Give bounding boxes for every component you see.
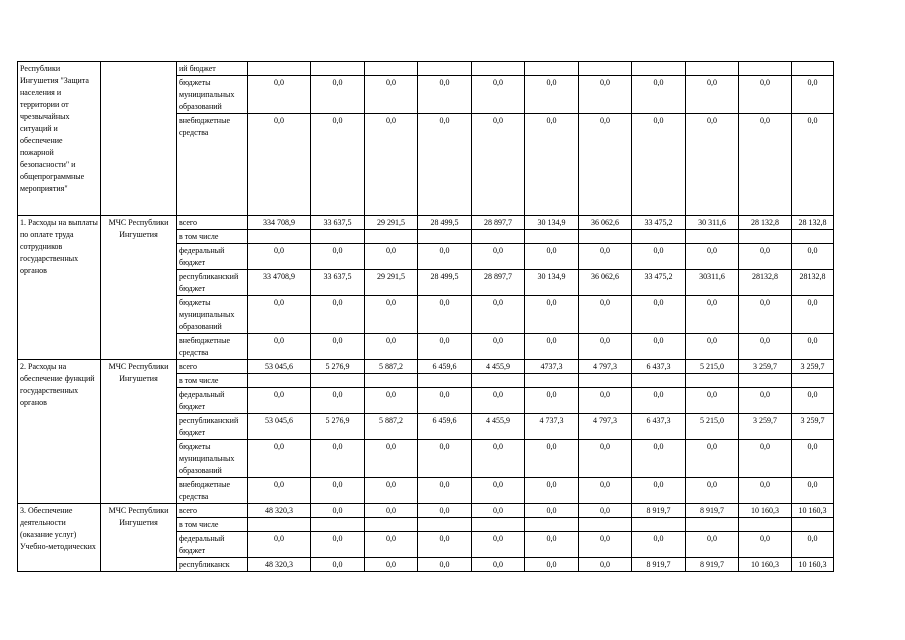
- amount-cell: 33 4708,9: [248, 270, 311, 296]
- amount-cell: 0,0: [686, 532, 739, 558]
- amount-cell: [632, 518, 686, 532]
- amount-cell: 8 919,7: [686, 558, 739, 572]
- amount-cell: 0,0: [579, 296, 632, 334]
- amount-cell: 0,0: [525, 334, 579, 360]
- amount-cell: 6 437,3: [632, 414, 686, 440]
- amount-cell: 0,0: [632, 76, 686, 114]
- amount-cell: 0,0: [632, 532, 686, 558]
- amount-cell: 4737,3: [525, 360, 579, 374]
- amount-cell: [739, 518, 792, 532]
- amount-cell: 0,0: [525, 76, 579, 114]
- amount-cell: 10 160,3: [739, 504, 792, 518]
- amount-cell: 0,0: [632, 334, 686, 360]
- funding-source: федеральный бюджет: [177, 388, 248, 414]
- amount-cell: 0,0: [418, 558, 472, 572]
- amount-cell: 0,0: [418, 504, 472, 518]
- amount-cell: 0,0: [686, 76, 739, 114]
- amount-cell: 0,0: [472, 76, 525, 114]
- amount-cell: [686, 374, 739, 388]
- amount-cell: 6 437,3: [632, 360, 686, 374]
- amount-cell: 3 259,7: [792, 360, 834, 374]
- amount-cell: 0,0: [418, 388, 472, 414]
- amount-cell: 0,0: [686, 244, 739, 270]
- amount-cell: 33 637,5: [311, 270, 365, 296]
- amount-cell: 0,0: [792, 296, 834, 334]
- amount-cell: 0,0: [365, 504, 418, 518]
- amount-cell: 0,0: [311, 558, 365, 572]
- amount-cell: 0,0: [311, 244, 365, 270]
- amount-cell: 4 737,3: [525, 414, 579, 440]
- amount-cell: 0,0: [686, 296, 739, 334]
- table-row: [18, 216, 834, 230]
- amount-cell: [248, 374, 311, 388]
- amount-cell: 0,0: [248, 532, 311, 558]
- funding-source: бюджеты муниципальных образований: [177, 76, 248, 114]
- amount-cell: [472, 374, 525, 388]
- amount-cell: 0,0: [311, 296, 365, 334]
- amount-cell: [365, 518, 418, 532]
- amount-cell: 0,0: [365, 244, 418, 270]
- amount-cell: 0,0: [365, 76, 418, 114]
- amount-cell: 0,0: [472, 504, 525, 518]
- amount-cell: 4 455,9: [472, 414, 525, 440]
- amount-cell: 0,0: [792, 76, 834, 114]
- amount-cell: 0,0: [365, 388, 418, 414]
- amount-cell: 0,0: [579, 504, 632, 518]
- amount-cell: 5 215,0: [686, 414, 739, 440]
- amount-cell: [632, 62, 686, 76]
- amount-cell: [579, 374, 632, 388]
- amount-cell: [311, 518, 365, 532]
- amount-cell: 0,0: [525, 114, 579, 216]
- amount-cell: 0,0: [686, 440, 739, 478]
- amount-cell: 0,0: [686, 388, 739, 414]
- amount-cell: [248, 518, 311, 532]
- budget-table: [17, 61, 834, 572]
- amount-cell: [525, 374, 579, 388]
- amount-cell: 0,0: [739, 76, 792, 114]
- amount-cell: 28 897,7: [472, 216, 525, 230]
- amount-cell: [792, 230, 834, 244]
- amount-cell: 0,0: [686, 114, 739, 216]
- amount-cell: [311, 230, 365, 244]
- amount-cell: 0,0: [472, 532, 525, 558]
- amount-cell: 0,0: [579, 388, 632, 414]
- amount-cell: 0,0: [632, 244, 686, 270]
- amount-cell: [579, 518, 632, 532]
- measure-description: 1. Расходы на выплаты по оплате труда сотрудников государственных органов: [18, 216, 101, 360]
- amount-cell: 334 708,9: [248, 216, 311, 230]
- amount-cell: 0,0: [472, 296, 525, 334]
- amount-cell: 33 637,5: [311, 216, 365, 230]
- amount-cell: 0,0: [311, 114, 365, 216]
- amount-cell: 0,0: [792, 440, 834, 478]
- amount-cell: 0,0: [739, 532, 792, 558]
- amount-cell: 0,0: [248, 114, 311, 216]
- amount-cell: 10 160,3: [792, 504, 834, 518]
- funding-source: в том числе: [177, 374, 248, 388]
- amount-cell: 0,0: [311, 334, 365, 360]
- amount-cell: 5 215,0: [686, 360, 739, 374]
- amount-cell: 48 320,3: [248, 504, 311, 518]
- amount-cell: 30 134,9: [525, 270, 579, 296]
- amount-cell: 0,0: [418, 244, 472, 270]
- amount-cell: 0,0: [365, 558, 418, 572]
- amount-cell: [365, 230, 418, 244]
- amount-cell: 0,0: [472, 334, 525, 360]
- amount-cell: 0,0: [739, 244, 792, 270]
- amount-cell: 6 459,6: [418, 360, 472, 374]
- amount-cell: 0,0: [418, 114, 472, 216]
- table-row: [18, 360, 834, 374]
- amount-cell: [579, 230, 632, 244]
- amount-cell: 4 797,3: [579, 360, 632, 374]
- amount-cell: 28 499,5: [418, 216, 472, 230]
- amount-cell: 0,0: [248, 76, 311, 114]
- amount-cell: 28 132,8: [739, 216, 792, 230]
- amount-cell: [792, 518, 834, 532]
- amount-cell: 0,0: [579, 244, 632, 270]
- amount-cell: 8 919,7: [632, 558, 686, 572]
- funding-source: ий бюджет: [177, 62, 248, 76]
- amount-cell: 0,0: [632, 440, 686, 478]
- amount-cell: 0,0: [418, 76, 472, 114]
- amount-cell: 3 259,7: [739, 360, 792, 374]
- amount-cell: 4 455,9: [472, 360, 525, 374]
- funding-source: всего: [177, 360, 248, 374]
- amount-cell: 0,0: [472, 558, 525, 572]
- table-row: [18, 504, 834, 518]
- amount-cell: 0,0: [579, 478, 632, 504]
- measure-description: 2. Расходы на обеспечение функций государственных органов: [18, 360, 101, 504]
- amount-cell: 5 887,2: [365, 414, 418, 440]
- amount-cell: [686, 518, 739, 532]
- responsible-organization: МЧС Республики Ингушетия: [101, 504, 177, 572]
- amount-cell: 0,0: [525, 558, 579, 572]
- amount-cell: 0,0: [311, 388, 365, 414]
- measure-description: 3. Обеспечение деятельности (оказание услуг) Учебно-методических: [18, 504, 101, 572]
- amount-cell: [472, 518, 525, 532]
- responsible-organization: МЧС Республики Ингушетия: [101, 216, 177, 360]
- funding-source: всего: [177, 504, 248, 518]
- amount-cell: 0,0: [792, 388, 834, 414]
- amount-cell: 0,0: [418, 296, 472, 334]
- amount-cell: 0,0: [418, 478, 472, 504]
- amount-cell: 0,0: [311, 76, 365, 114]
- amount-cell: 0,0: [418, 532, 472, 558]
- funding-source: внебюджетные средства: [177, 114, 248, 216]
- amount-cell: 0,0: [792, 244, 834, 270]
- amount-cell: [525, 518, 579, 532]
- funding-source: федеральный бюджет: [177, 244, 248, 270]
- amount-cell: [248, 62, 311, 76]
- amount-cell: [472, 62, 525, 76]
- amount-cell: 8 919,7: [632, 504, 686, 518]
- amount-cell: 0,0: [579, 558, 632, 572]
- amount-cell: 0,0: [248, 478, 311, 504]
- amount-cell: 0,0: [792, 114, 834, 216]
- amount-cell: 0,0: [632, 478, 686, 504]
- amount-cell: 0,0: [472, 478, 525, 504]
- amount-cell: 0,0: [248, 244, 311, 270]
- amount-cell: [739, 230, 792, 244]
- amount-cell: 28132,8: [739, 270, 792, 296]
- amount-cell: [792, 62, 834, 76]
- amount-cell: 53 045,6: [248, 360, 311, 374]
- measure-description: Республики Ингушетия "Защита населения и территории от чрезвычайных ситуаций и обеспечение пожарной безопасности" и общепрограммные мероприятия": [18, 62, 101, 216]
- responsible-organization: МЧС Республики Ингушетия: [101, 360, 177, 504]
- amount-cell: [365, 62, 418, 76]
- funding-source: республиканский бюджет: [177, 270, 248, 296]
- amount-cell: 0,0: [311, 478, 365, 504]
- funding-source: республиканск: [177, 558, 248, 572]
- amount-cell: [579, 62, 632, 76]
- amount-cell: 0,0: [739, 114, 792, 216]
- amount-cell: 0,0: [472, 114, 525, 216]
- amount-cell: [739, 374, 792, 388]
- amount-cell: 0,0: [686, 334, 739, 360]
- amount-cell: 0,0: [311, 440, 365, 478]
- amount-cell: [418, 62, 472, 76]
- amount-cell: 30 134,9: [525, 216, 579, 230]
- funding-source: внебюджетные средства: [177, 334, 248, 360]
- amount-cell: 8 919,7: [686, 504, 739, 518]
- amount-cell: 0,0: [739, 440, 792, 478]
- amount-cell: 53 045,6: [248, 414, 311, 440]
- amount-cell: 28 132,8: [792, 216, 834, 230]
- amount-cell: [686, 62, 739, 76]
- funding-source: республиканский бюджет: [177, 414, 248, 440]
- amount-cell: 0,0: [739, 478, 792, 504]
- amount-cell: 30311,6: [686, 270, 739, 296]
- amount-cell: 0,0: [311, 532, 365, 558]
- amount-cell: 0,0: [418, 440, 472, 478]
- amount-cell: 0,0: [525, 440, 579, 478]
- amount-cell: 0,0: [365, 334, 418, 360]
- amount-cell: 36 062,6: [579, 216, 632, 230]
- amount-cell: [248, 230, 311, 244]
- amount-cell: 0,0: [365, 114, 418, 216]
- amount-cell: 0,0: [248, 334, 311, 360]
- amount-cell: 28 499,5: [418, 270, 472, 296]
- amount-cell: 0,0: [525, 296, 579, 334]
- amount-cell: 5 276,9: [311, 414, 365, 440]
- amount-cell: [632, 230, 686, 244]
- amount-cell: 5 887,2: [365, 360, 418, 374]
- amount-cell: 30 311,6: [686, 216, 739, 230]
- amount-cell: 0,0: [365, 478, 418, 504]
- amount-cell: 6 459,6: [418, 414, 472, 440]
- amount-cell: 0,0: [579, 114, 632, 216]
- amount-cell: 0,0: [632, 388, 686, 414]
- amount-cell: 5 276,9: [311, 360, 365, 374]
- table-body: [18, 62, 834, 572]
- amount-cell: 0,0: [632, 296, 686, 334]
- amount-cell: [525, 230, 579, 244]
- responsible-organization: [101, 62, 177, 216]
- amount-cell: 29 291,5: [365, 216, 418, 230]
- amount-cell: 0,0: [472, 244, 525, 270]
- amount-cell: 28132,8: [792, 270, 834, 296]
- funding-source: бюджеты муниципальных образований: [177, 296, 248, 334]
- amount-cell: 0,0: [418, 334, 472, 360]
- amount-cell: 3 259,7: [792, 414, 834, 440]
- amount-cell: 36 062,6: [579, 270, 632, 296]
- amount-cell: [311, 62, 365, 76]
- amount-cell: 0,0: [579, 76, 632, 114]
- amount-cell: [472, 230, 525, 244]
- funding-source: бюджеты муниципальных образований: [177, 440, 248, 478]
- funding-source: в том числе: [177, 230, 248, 244]
- amount-cell: 0,0: [472, 388, 525, 414]
- amount-cell: 0,0: [248, 388, 311, 414]
- amount-cell: 0,0: [365, 440, 418, 478]
- funding-source: федеральный бюджет: [177, 532, 248, 558]
- amount-cell: [365, 374, 418, 388]
- amount-cell: 0,0: [525, 504, 579, 518]
- table-row: [18, 62, 834, 76]
- amount-cell: [525, 62, 579, 76]
- amount-cell: 0,0: [792, 334, 834, 360]
- amount-cell: 33 475,2: [632, 216, 686, 230]
- amount-cell: 10 160,3: [792, 558, 834, 572]
- amount-cell: [418, 230, 472, 244]
- amount-cell: 33 475,2: [632, 270, 686, 296]
- amount-cell: 3 259,7: [739, 414, 792, 440]
- amount-cell: 29 291,5: [365, 270, 418, 296]
- amount-cell: 0,0: [579, 334, 632, 360]
- amount-cell: 0,0: [792, 478, 834, 504]
- amount-cell: [418, 518, 472, 532]
- funding-source: всего: [177, 216, 248, 230]
- amount-cell: 0,0: [311, 504, 365, 518]
- amount-cell: 0,0: [525, 388, 579, 414]
- amount-cell: 0,0: [248, 440, 311, 478]
- amount-cell: [686, 230, 739, 244]
- amount-cell: 0,0: [579, 440, 632, 478]
- amount-cell: 48 320,3: [248, 558, 311, 572]
- funding-source: внебюджетные средства: [177, 478, 248, 504]
- amount-cell: 0,0: [579, 532, 632, 558]
- amount-cell: 10 160,3: [739, 558, 792, 572]
- amount-cell: 0,0: [739, 334, 792, 360]
- amount-cell: [739, 62, 792, 76]
- amount-cell: 0,0: [739, 296, 792, 334]
- amount-cell: 0,0: [792, 532, 834, 558]
- amount-cell: 0,0: [525, 532, 579, 558]
- amount-cell: 0,0: [632, 114, 686, 216]
- amount-cell: [311, 374, 365, 388]
- amount-cell: [792, 374, 834, 388]
- amount-cell: 0,0: [365, 296, 418, 334]
- amount-cell: 0,0: [739, 388, 792, 414]
- amount-cell: 0,0: [365, 532, 418, 558]
- amount-cell: 0,0: [472, 440, 525, 478]
- amount-cell: 0,0: [525, 244, 579, 270]
- funding-source: в том числе: [177, 518, 248, 532]
- amount-cell: [632, 374, 686, 388]
- amount-cell: 28 897,7: [472, 270, 525, 296]
- amount-cell: [418, 374, 472, 388]
- amount-cell: 0,0: [686, 478, 739, 504]
- amount-cell: 4 797,3: [579, 414, 632, 440]
- amount-cell: 0,0: [248, 296, 311, 334]
- amount-cell: 0,0: [525, 478, 579, 504]
